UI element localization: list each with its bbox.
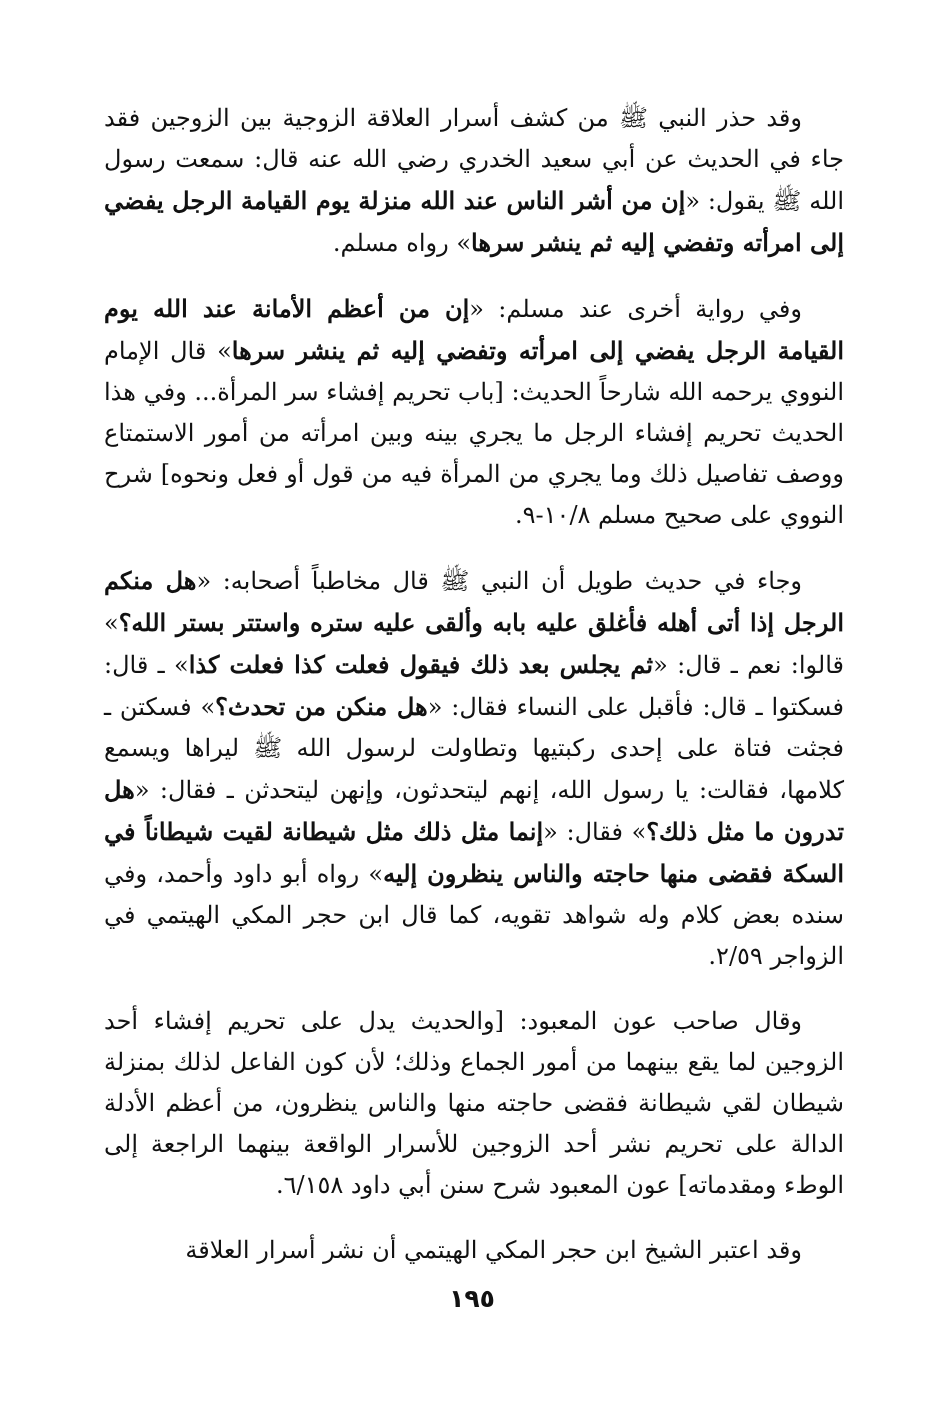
hadith-quote: هل منكن من تحدث؟ bbox=[215, 692, 428, 721]
text-run: وفي رواية أخرى عند مسلم: « bbox=[469, 295, 802, 323]
text-run: » فقال: « bbox=[543, 818, 647, 846]
paragraph-5 bbox=[104, 1230, 844, 1271]
page-body bbox=[104, 98, 844, 1295]
text-run: » قالوا: نعم ـ قال: « bbox=[104, 609, 845, 679]
hadith-quote: ثم يجلس بعد ذلك فيقول فعلت كذا فعلت كذا bbox=[188, 650, 654, 679]
text-run: » فسكتن ـ فجثت فتاة على إحدى ركبتيها وتطاولت لرسول الله ﷺ ليراها ويسمع كلامها، فقالت: يا رسول الله، إنهم ليتحدثون، وإنهن ليتحدثن ـ فقال: « bbox=[104, 693, 844, 804]
hadith-quote: إنما مثل ذلك مثل شيطانة لقيت شيطاناً في السكة فقضى منها حاجته والناس ينظرون إليه bbox=[104, 817, 845, 888]
paragraph-1 bbox=[104, 98, 844, 264]
text-run: » قال الإمام النووي يرحمه الله شارحاً الحديث: [باب تحريم إفشاء سر المرأة... وفي هذا الحديث تحريم إفشاء الرجل ما يجري بينه وبين امرأته من أمور الاستمتاع ووصف تفاصيل ذلك وما يجري من المرأة فيه من قول أو فعل ونحوه] شرح النووي على صحيح مسلم ١٠/٨-٩. bbox=[104, 337, 844, 529]
text-run: وقد اعتبر الشيخ ابن حجر المكي الهيتمي أن نشر أسرار العلاقة bbox=[185, 1236, 802, 1264]
hadith-quote: إن من أشر الناس عند الله منزلة يوم القيامة الرجل يفضي إلى امرأته وتفضي إليه ثم ينشر سرها bbox=[104, 186, 844, 257]
text-run: وجاء في حديث طويل أن النبي ﷺ قال مخاطباً أصحابه: « bbox=[196, 567, 802, 595]
paragraph-4 bbox=[104, 1001, 844, 1206]
text-run: وقد حذر النبي ﷺ من كشف أسرار العلاقة الزوجية بين الزوجين فقد جاء في الحديث عن أبي سعيد الخدري رضي الله عنه قال: سمعت رسول الله ﷺ يقول: « bbox=[104, 104, 844, 215]
paragraph-2 bbox=[104, 288, 844, 536]
page-number: ١٩٥ bbox=[449, 1284, 495, 1313]
hadith-quote: إن من أعظم الأمانة عند الله يوم القيامة الرجل يفضي إلى امرأته وتفضي إليه ثم ينشر سرها bbox=[104, 294, 845, 365]
text-run: » ـ قال: فسكتوا ـ قال: فأقبل على النساء فقال: « bbox=[104, 651, 845, 721]
paragraph-3 bbox=[104, 560, 844, 977]
hadith-quote: هل تدرون ما مثل ذلك؟ bbox=[104, 775, 844, 846]
text-run: » رواه مسلم. bbox=[332, 229, 472, 257]
text-run: » رواه أبو داود وأحمد، وفي سنده بعض كلام وله شواهد تقويه، كما قال ابن حجر المكي الهيتمي في الزواجر ٢/٥٩. bbox=[104, 860, 844, 970]
text-run: وقال صاحب عون المعبود: [والحديث يدل على تحريم إفشاء أحد الزوجين لما يقع بينهما من أمور الجماع وذلك؛ لأن كون الفاعل لذلك بمنزلة شيطان لقي شيطانة فقضى حاجته منها والناس ينظرون، من أعظم الأدلة الدالة على تحريم نشر أحد الزوجين للأسرار الواقعة بينهما الراجعة إلى الوطء ومقدماته] عون المعبود شرح سنن أبي داود ٦/١٥٨. bbox=[104, 1007, 844, 1199]
hadith-quote: هل منكم الرجل إذا أتى أهله فأغلق عليه بابه وألقى عليه ستره واستتر بستر الله؟ bbox=[104, 566, 844, 637]
